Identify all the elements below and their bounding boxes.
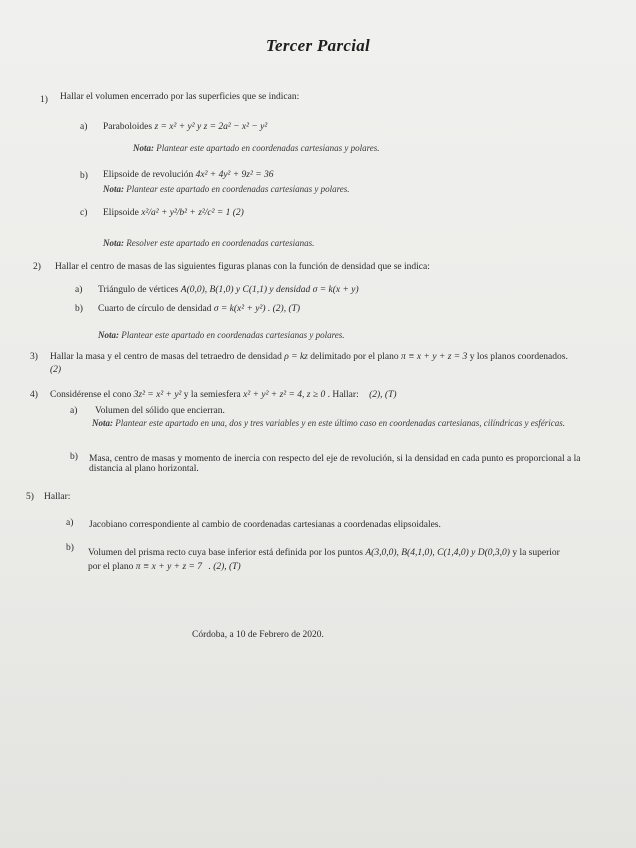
- p2b-text: Cuarto de círculo de densidad σ = k(x² + y²) . (2), (T): [98, 304, 301, 314]
- problem-5-number: 5): [26, 492, 34, 502]
- p4b-label: b): [70, 452, 78, 462]
- problem-2-number: 2): [33, 262, 41, 272]
- p1b-label: b): [80, 171, 88, 181]
- p1c-text: Elipsoide x²/a² + y²/b² + z²/c² = 1 (2): [103, 208, 244, 218]
- p1b-note: Nota: Plantear este apartado en coordenadas cartesianas y polares.: [103, 184, 350, 194]
- problem-3-number: 3): [30, 352, 38, 362]
- problem-2-statement: Hallar el centro de masas de las siguientes figuras planas con la función de densidad que se indica:: [55, 262, 430, 272]
- p1a-label: a): [80, 122, 88, 132]
- date-line: Córdoba, a 10 de Febrero de 2020.: [192, 630, 324, 640]
- p4b-text: Masa, centro de masas y momento de inercia con respecto del eje de revolución, si la densidad en cada punto es proporcional a la distancia al plano horizontal.: [89, 454, 581, 474]
- p5a-text: Jacobiano correspondiente al cambio de coordenadas cartesianas a coordenadas elipsoidales.: [89, 520, 441, 530]
- p4a-note: Nota: Plantear este apartado en una, dos y tres variables y en este último caso en coordenadas cartesianas, cilíndricas y esféricas.: [92, 418, 566, 428]
- p5a-label: a): [66, 518, 74, 528]
- problem-3-statement: Hallar la masa y el centro de masas del tetraedro de densidad ρ = kz delimitado por el plano π ≡ x + y + z = 3 y los planos coordenados.: [50, 352, 568, 362]
- problem-1-number: 1): [40, 95, 48, 105]
- p1b-text: Elipsoide de revolución 4x² + 4y² + 9z² = 36: [103, 170, 274, 180]
- p2b-label: b): [75, 304, 83, 314]
- p5b-text: Volumen del prisma recto cuya base inferior está definida por los puntos A(3,0,0), B(4,1,0), C(1,4,0) y D(0,3,0) y la superior: [88, 548, 560, 558]
- problem-4-statement: Considérense el cono 3z² = x² + y² y la semiesfera x² + y² + z² = 4, z ≥ 0 . Hallar: (2), (T): [50, 390, 397, 400]
- p5b-text-line2: por el plano π ≡ x + y + z = 7 . (2), (T): [88, 562, 241, 572]
- p5b-label: b): [66, 543, 74, 553]
- p4a-text: Volumen del sólido que encierran.: [95, 406, 225, 416]
- problem-4-number: 4): [30, 390, 38, 400]
- p1a-text: Paraboloides z = x² + y² y z = 2a² − x² − y²: [103, 122, 268, 132]
- p1c-note: Nota: Resolver este apartado en coordenadas cartesianas.: [103, 238, 315, 248]
- p4a-label: a): [70, 406, 78, 416]
- p1c-label: c): [80, 208, 88, 218]
- page-title: Tercer Parcial: [265, 36, 371, 55]
- p2a-text: Triángulo de vértices A(0,0), B(1,0) y C(1,1) y densidad σ = k(x + y): [98, 285, 359, 295]
- p2a-label: a): [75, 285, 83, 295]
- p2-note: Nota: Plantear este apartado en coordenadas cartesianas y polares.: [98, 330, 345, 340]
- problem-3-tag: (2): [50, 365, 62, 375]
- problem-1-statement: Hallar el volumen encerrado por las superficies que se indican:: [60, 92, 300, 102]
- p1a-note: Nota: Plantear este apartado en coordenadas cartesianas y polares.: [133, 143, 380, 153]
- problem-5-statement: Hallar:: [44, 492, 71, 502]
